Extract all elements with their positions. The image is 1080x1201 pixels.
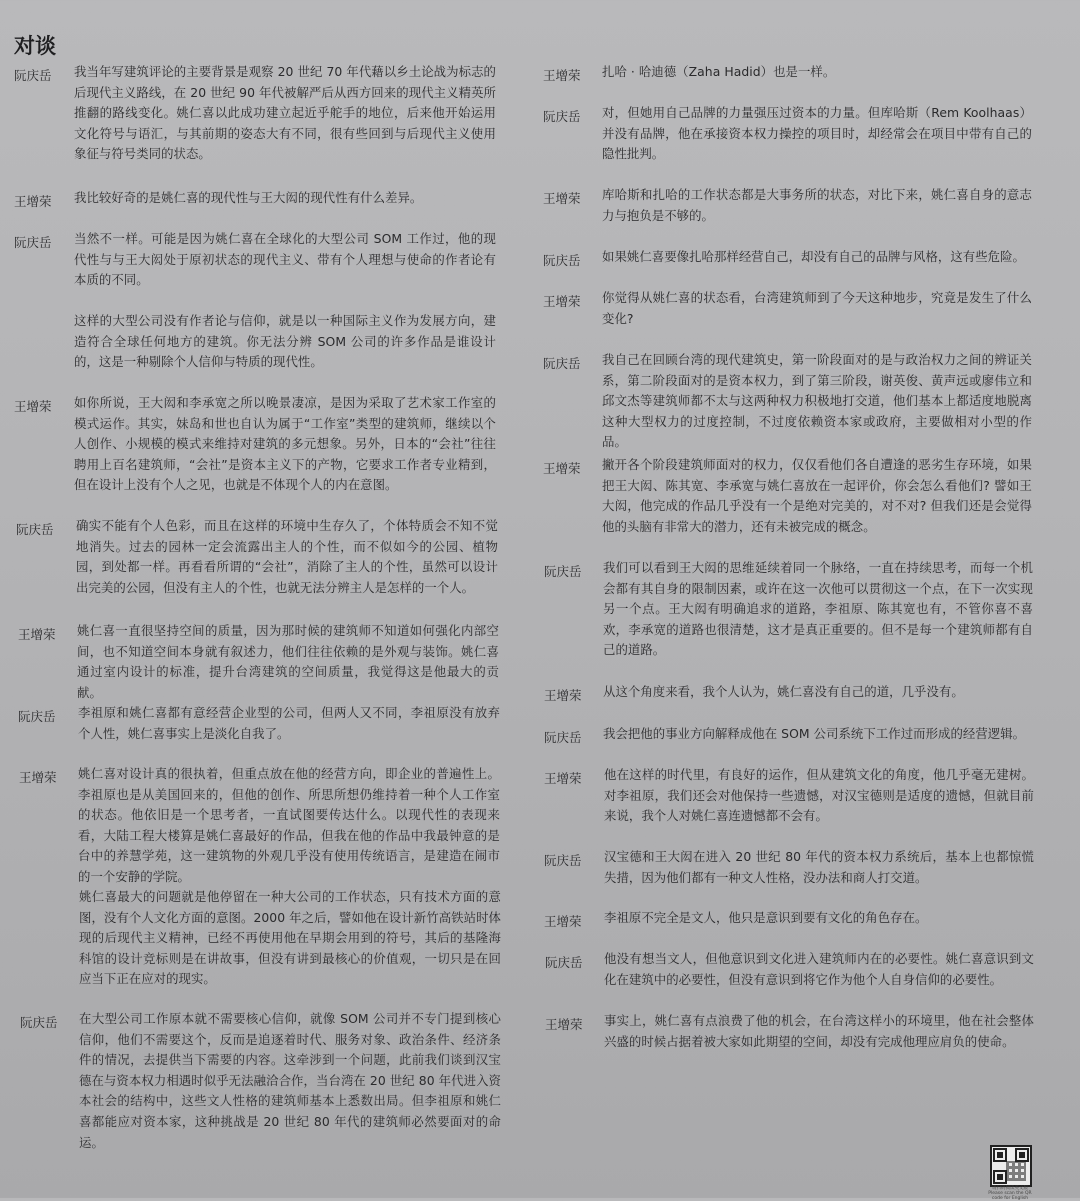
dialogue-paragraph: 对，但她用自己品牌的力量强压过资本的力量。但库哈斯（Rem Koolhaas）并没有品牌，他在承接资本权力操控的项目时，却经常会在项目中带有自己的隐性批判。 bbox=[602, 105, 1032, 162]
speaker-name: 阮庆岳 bbox=[18, 709, 56, 724]
dialogue-paragraph: 李祖原和姚仁喜都有意经营企业型的公司，但两人又不同，李祖原没有放弃个人性，姚仁喜事实上是淡化自我了。 bbox=[78, 705, 500, 741]
dialogue-paragraph: 姚仁喜对设计真的很执着，但重点放在他的经营方向，即企业的普遍性上。李祖原也是从美国回来的，但他的创作、所思所想仍维持着一种个人工作室的状态。他依旧是一个思考者，一直试图要传达什么。以现代性的表现来看，大陆工程大楼算是姚仁喜最好的作品，但我在他的作品中我最钟意的是台中的养慧学苑，这一建筑物的外观几乎没有使用传统语言，是建造在闹市的一个安静的学院。 bbox=[78, 766, 500, 884]
page-title: 对谈 bbox=[14, 34, 56, 58]
speaker-name: 王增荣 bbox=[545, 1017, 583, 1032]
speaker-name: 王增荣 bbox=[14, 399, 52, 414]
dialogue-paragraph: 姚仁喜最大的问题就是他停留在一种大公司的工作状态，只有技术方面的意图，没有个人文化方面的意图。2000 年之后，譬如他在设计新竹高铁站时体现的后现代主义精神，已经不再使用他在早期会用到的符号，其后的基隆海科馆的设计竞标则是在讲故事，但没有讲到最核心的价值观，一切只是在回应当下正在应对的现实。 bbox=[79, 889, 501, 987]
dialogue-paragraph: 李祖原不完全是文人，他只是意识到要有文化的角色存在。 bbox=[604, 910, 928, 925]
dialogue-paragraph: 当然不一样。可能是因为姚仁喜在全球化的大型公司 SOM 工作过，他的现代性与与王大闳处于原初状态的现代主义、带有个人理想与使命的作者论有本质的不同。 bbox=[74, 231, 496, 288]
speaker-name: 王增荣 bbox=[543, 68, 581, 83]
speaker-name: 阮庆岳 bbox=[543, 356, 581, 371]
dialogue-paragraph: 库哈斯和扎哈的工作状态都是大事务所的状态，对比下来，姚仁喜自身的意志力与抱负是不够的。 bbox=[602, 187, 1032, 223]
speaker-name: 阮庆岳 bbox=[14, 68, 52, 83]
dialogue-paragraph: 这样的大型公司没有作者论与信仰，就是以一种国际主义作为发展方向，建造符合全球任何地方的建筑。你无法分辨 SOM 公司的许多作品是谁设计的，这是一种剔除个人信仰与特质的现代性。 bbox=[74, 313, 496, 370]
dialogue-paragraph: 我比较好奇的是姚仁喜的现代性与王大闳的现代性有什么差异。 bbox=[74, 190, 423, 205]
dialogue-paragraph: 事实上，姚仁喜有点浪费了他的机会，在台湾这样小的环境里，他在社会整体兴盛的时候占据着被大家如此期望的空间，却没有完成他理应肩负的使命。 bbox=[604, 1013, 1034, 1049]
dialogue-paragraph: 我当年写建筑评论的主要背景是观察 20 世纪 70 年代藉以乡土论战为标志的后现代主义路线，在 20 世纪 90 年代被解严后从西方回来的现代主义精英所推翻的路线变化。姚仁喜以此成功建立起近乎舵手的地位，后来他开始运用文化符号与语汇，与其前期的姿态大有不同，很有些回到与后现代主义使用象征与符号类同的状态。 bbox=[74, 64, 496, 162]
speaker-name: 阮庆岳 bbox=[16, 522, 54, 537]
speaker-name: 王增荣 bbox=[544, 914, 582, 929]
dialogue-paragraph: 他在这样的时代里，有良好的运作，但从建筑文化的角度，他几乎毫无建树。对李祖原，我们还会对他保持一些遗憾，对汉宝德则是适度的遗憾，但就目前来说，我个人对姚仁喜连遗憾都不会有。 bbox=[604, 767, 1034, 824]
speaker-name: 王增荣 bbox=[543, 191, 581, 206]
speaker-name: 阮庆岳 bbox=[544, 564, 582, 579]
speaker-name: 阮庆岳 bbox=[544, 853, 582, 868]
dialogue-paragraph: 我自己在回顾台湾的现代建筑史，第一阶段面对的是与政治权力之间的辨证关系，第二阶段面对的是资本权力，到了第三阶段，谢英俊、黄声远或廖伟立和邱文杰等建筑师都不太与这两种权力积极地打交道，他们基本上都适度地脱离这种大型权力的过度控制，不过度依赖资本家或政府，主要做相对小型的作品。 bbox=[602, 352, 1032, 450]
dialogue-paragraph: 他没有想当文人，但他意识到文化进入建筑师内在的必要性。姚仁喜意识到文化在建筑中的必要性，但没有意识到将它作为他个人自身信仰的必要性。 bbox=[604, 951, 1034, 987]
speaker-name: 王增荣 bbox=[18, 627, 56, 642]
speaker-name: 王增荣 bbox=[543, 294, 581, 309]
speaker-name: 王增荣 bbox=[543, 461, 581, 476]
dialogue-paragraph: 如果姚仁喜要像扎哈那样经营自己，却没有自己的品牌与风格，这有些危险。 bbox=[602, 249, 1025, 264]
dialogue-paragraph: 撇开各个阶段建筑师面对的权力，仅仅看他们各自遭逢的恶劣生存环境，如果把王大闳、陈其宽、李承宽与姚仁喜放在一起评价，你会怎么看他们? 譬如王大闳，他完成的作品几乎没有一个是绝对完美的，对不对? 但我们还是会觉得他的头脑有非常大的潜力，还有未被完成的概念。 bbox=[602, 457, 1032, 534]
dialogue-paragraph: 确实不能有个人色彩，而且在这样的环境中生存久了，个体特质会不知不觉地消失。过去的园林一定会流露出主人的个性，而不似如今的公园、植物园，到处都一样。再看看所谓的“会社”，消除了主人的个性，虽然可以设计出完美的公园，但没有主人的个性，也就无法分辨主人是怎样的一个人。 bbox=[76, 518, 498, 595]
dialogue-paragraph: 姚仁喜一直很坚持空间的质量，因为那时候的建筑师不知道如何强化内部空间，也不知道空间本身就有叙述力，他们往往依赖的是外观与装饰。姚仁喜通过室内设计的标准，提升台湾建筑的空间质量，我觉得这是他最大的贡献。 bbox=[77, 623, 499, 700]
dialogue-paragraph: 如你所说，王大闳和李承宽之所以晚景凄凉，是因为采取了艺术家工作室的模式运作。其实，妹岛和世也自认为属于“工作室”类型的建筑师，继续以个人创作、小规模的模式来维持对建筑的多元想象。另外，日本的“会社”往往聘用上百名建筑师，“会社”是资本主义下的产物，它要求工作者专业精到，但在设计上没有个人之见，也就是不体现个人的内在意图。 bbox=[74, 395, 496, 493]
dialogue-paragraph: 我会把他的事业方向解释成他在 SOM 公司系统下工作过而形成的经营逻辑。 bbox=[603, 726, 1026, 741]
speaker-name: 阮庆岳 bbox=[14, 235, 52, 250]
dialogue-paragraph: 扎哈 · 哈迪德（Zaha Hadid）也是一样。 bbox=[602, 64, 836, 79]
speaker-name: 阮庆岳 bbox=[543, 109, 581, 124]
qr-code-icon[interactable] bbox=[990, 1145, 1032, 1187]
speaker-name: 阮庆岳 bbox=[20, 1015, 58, 1030]
dialogue-paragraph: 从这个角度来看，我个人认为，姚仁喜没有自己的道，几乎没有。 bbox=[603, 684, 964, 699]
dialogue-paragraph: 我们可以看到王大闳的思维延续着同一个脉络，一直在持续思考，而每一个机会都有其自身的限制因素，或许在这一次他可以贯彻这一个点，在下一次实现另一个点。王大闳有明确追求的道路，李祖原、陈其宽也有，不管你喜不喜欢，李承宽的道路也很清楚，这才是真正重要的。但不是每一个建筑师都有自己的道路。 bbox=[603, 560, 1033, 658]
dialogue-paragraph: 在大型公司工作原本就不需要核心信仰，就像 SOM 公司并不专门提到核心信仰，他们不需要这个，反而是追逐着时代、服务对象、政治条件、经济条件的情况，去提供当下需要的内容。这牵涉到一个问题，此前我们谈到汉宝德在与资本权力相遇时似乎无法融洽合作，当台湾在 20 世纪 80 年代进入资本社会的结构中，这些文人性格的建筑师基本上悉数出局。但李祖原和姚仁喜都能应对资本家，这种挑战是 20 世纪 80 年代的建筑师必然要面对的命运。 bbox=[79, 1011, 501, 1150]
speaker-name: 阮庆岳 bbox=[544, 730, 582, 745]
speaker-name: 王增荣 bbox=[14, 194, 52, 209]
speaker-name: 王增荣 bbox=[544, 688, 582, 703]
dialogue-paragraph: 你觉得从姚仁喜的状态看，台湾建筑师到了今天这种地步，究竟是发生了什么变化? bbox=[602, 290, 1032, 326]
qr-caption: 请扫码阅读英文版 Please scan the QR code for English bbox=[988, 1186, 1032, 1201]
speaker-name: 王增荣 bbox=[19, 770, 57, 785]
dialogue-paragraph: 汉宝德和王大闳在进入 20 世纪 80 年代的资本权力系统后，基本上也都惊慌失措，因为他们都有一种文人性格，没办法和商人打交道。 bbox=[604, 849, 1034, 885]
speaker-name: 阮庆岳 bbox=[545, 955, 583, 970]
speaker-name: 王增荣 bbox=[544, 771, 582, 786]
speaker-name: 阮庆岳 bbox=[543, 253, 581, 268]
